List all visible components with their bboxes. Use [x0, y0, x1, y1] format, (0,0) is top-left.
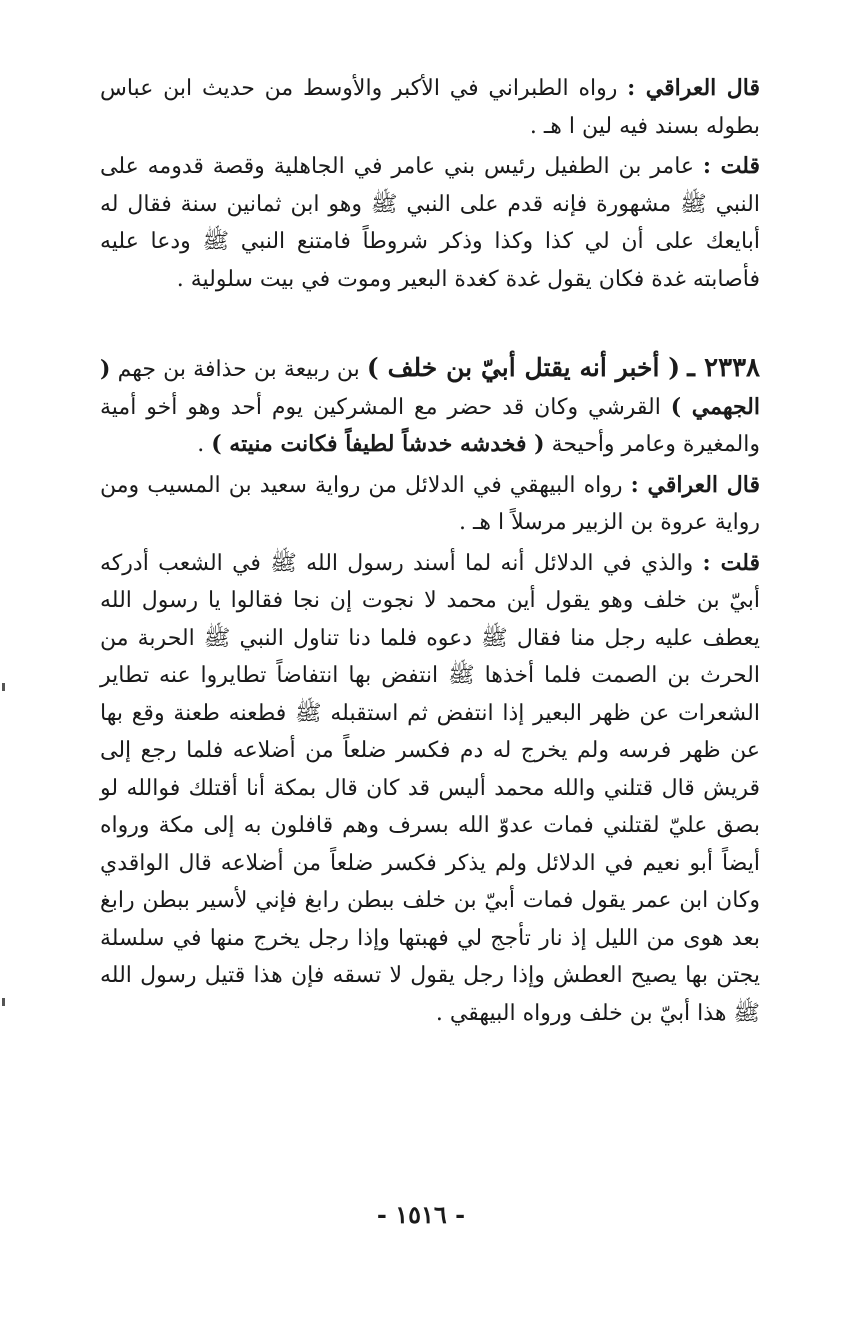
hadith-bold-phrase: ( فخدشه خدشاً لطيفاً فكانت منيته ) — [211, 431, 545, 457]
jumahi-term: ( الجهمي ) — [100, 356, 761, 420]
hadith-text-b: القرشي وكان قد حضر مع المشركين يوم أحد وهو أخو أمية والمغيرة وعامر وأحيحة — [100, 394, 760, 457]
hadith-title: ( أخبر أنه يقتل أبيّ بن خلف ) — [366, 353, 681, 382]
qult-text: عامر بن الطفيل رئيس بني عامر في الجاهلية وقصة قدومه على النبي ﷺ مشهورة فإنه قدم على النبي ﷺ وهو ابن ثمانين سنة فقال له أبايعك على أن لي كذا وكذا وذكر شروطاً فامتنع النبي ﷺ ودعا عليه فأصابته غدة فكان يقول غدة كغدة البعير وموت في بيت سلولية . — [100, 154, 760, 292]
hadith-2338-paragraph — [100, 349, 760, 464]
qult-label: قلت : — [702, 153, 761, 179]
scan-edge-mark — [2, 683, 5, 691]
iraqi-text: رواه الطبراني في الأكبر والأوسط من حديث ابن عباس بطوله بسند فيه لين ا هـ . — [100, 76, 760, 139]
iraqi-text-2: رواه البيهقي في الدلائل من رواية سعيد بن المسيب ومن رواية عروة بن الزبير مرسلاً ا هـ . — [100, 472, 760, 535]
iraqi-paragraph-1 — [100, 70, 760, 145]
iraqi-paragraph-2 — [100, 467, 760, 542]
page-body — [100, 70, 760, 1032]
qult-paragraph-1 — [100, 148, 760, 298]
hadith-text-a: بن ربيعة بن حذافة بن جهم — [110, 357, 367, 382]
iraqi-label-2: قال العراقي : — [630, 471, 760, 498]
page-number: - ١٥١٦ - — [376, 1200, 466, 1229]
hadith-text-c: . — [197, 432, 212, 457]
scan-edge-mark — [2, 998, 5, 1006]
iraqi-label: قال العراقي : — [627, 75, 760, 101]
hadith-number: ٢٣٣٨ ـ — [687, 353, 760, 383]
qult-text-2: والذي في الدلائل أنه لما أسند رسول الله ﷺ في الشعب أدركه أبيّ بن خلف وهو يقول أين محمد لا نجوت إن نجا فقالوا يا رسول الله يعطف عليه رجل منا فقال ﷺ دعوه فلما دنا تناول النبي ﷺ الحربة من الحرث بن الصمت فلما أخذها ﷺ انتفض بها انتفاضاً تطايروا عنه تطاير الشعرات عن ظهر البعير إذا انتفض ثم استقبله ﷺ فطعنه طعنة وقع بها عن ظهر فرسه ولم يخرج له دم فكسر ضلعاً من أضلاعه فلما رجع إلى قريش قال قتلني والله محمد أليس قد كان قال بمكة أنا أقتلك فوالله لو بصق عليّ لقتلني فمات عدوّ الله بسرف وهم قافلون به إلى مكة ورواه أيضاً أبو نعيم في الدلائل ولم يذكر فكسر ضلعاً من أضلاعه قال الواقدي وكان ابن عمر يقول فمات أبيّ بن خلف ببطن رابغ فإني لأسير ببطن رابغ بعد هوى من الليل إذ نار تأجج لي فهبتها وإذا رجل يخرج منها في سلسلة يجتن بها يصيح العطش وإذا رجل يقول لا تسقه فإن هذا قتيل رسول الله ﷺ هذا أبيّ بن خلف ورواه البيهقي . — [100, 550, 760, 1026]
qult-label-2: قلت : — [702, 549, 760, 576]
qult-paragraph-2 — [100, 545, 760, 1033]
